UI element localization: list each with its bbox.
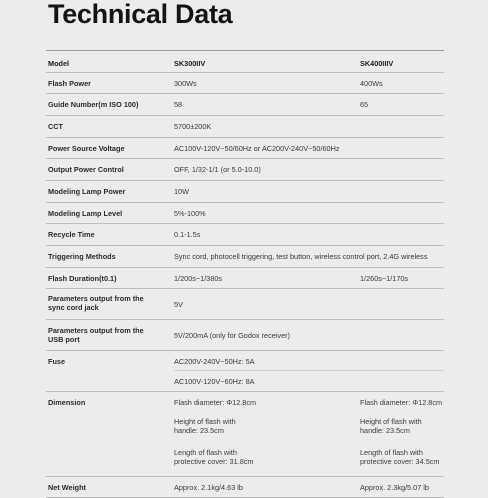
row-label: Parameters output from the sync cord jack bbox=[48, 294, 144, 312]
row-label: CCT bbox=[48, 122, 63, 131]
row-value-2: Height of flash with handle: 23.5cm bbox=[360, 417, 422, 435]
row-label: Guide Number(m ISO 100) bbox=[48, 100, 139, 109]
row-value-2: 400Ws bbox=[360, 79, 383, 88]
row-value-2: Length of flash with protective cover: 34.5cm bbox=[360, 448, 440, 466]
row-label: Power Source Voltage bbox=[48, 144, 125, 153]
row-value-1: 5V bbox=[174, 300, 183, 309]
table-row bbox=[46, 137, 444, 158]
row-label: Dimension bbox=[48, 398, 86, 407]
table-row bbox=[46, 158, 444, 180]
row-value-1: AC100V-120V~50/60Hz or AC200V-240V~50/60Hz bbox=[174, 144, 340, 153]
row-value-1: Height of flash with handle: 23.5cm bbox=[174, 417, 236, 435]
row-value-1: Sync cord, photocell triggering, test button, wireless control port, 2.4G wireless bbox=[174, 252, 428, 261]
row-label: Triggering Methods bbox=[48, 252, 116, 261]
header-model-1: SK300IIV bbox=[174, 59, 206, 68]
table-row bbox=[46, 115, 444, 137]
row-value-1: 5V/200mA (only for Godox receiver) bbox=[174, 331, 290, 340]
row-label: Flash Duration(t0.1) bbox=[48, 274, 117, 283]
row-value-1: 0.1-1.5s bbox=[174, 230, 201, 239]
row-value-2: Flash diameter: Φ12.8cm bbox=[360, 398, 443, 407]
header-model-2: SK400IIIV bbox=[360, 59, 394, 68]
table-row bbox=[46, 319, 444, 350]
row-label: Parameters output from the USB port bbox=[48, 326, 144, 344]
row-label: Flash Power bbox=[48, 79, 91, 88]
table-header-row bbox=[46, 50, 444, 72]
table-row bbox=[46, 180, 444, 202]
row-value-1: 1/200s~1/380s bbox=[174, 274, 223, 283]
row-label: Net Weight bbox=[48, 483, 86, 492]
table-row bbox=[46, 288, 444, 319]
row-label: Fuse bbox=[48, 357, 66, 366]
table-row bbox=[46, 202, 444, 223]
header-label: Model bbox=[48, 59, 70, 68]
row-value-1: OFF, 1/32-1/1 (or 5.0-10.0) bbox=[174, 165, 261, 174]
row-value-1: Approx. 2.1kg/4.63 lb bbox=[174, 483, 243, 492]
table-row bbox=[46, 93, 444, 115]
row-value-2: 65 bbox=[360, 100, 369, 109]
page-title: Technical Data bbox=[48, 0, 233, 29]
table-row bbox=[46, 72, 444, 93]
row-label: Modeling Lamp Power bbox=[48, 187, 126, 196]
row-value-2: 1/260s~1/170s bbox=[360, 274, 409, 283]
row-label: Recycle Time bbox=[48, 230, 95, 239]
row-value-1: 58 bbox=[174, 100, 183, 109]
row-value-1: 5700±200K bbox=[174, 122, 212, 131]
spec-table bbox=[46, 50, 444, 498]
row-value-1: Flash diameter: Φ12.8cm bbox=[174, 398, 257, 407]
row-value-1: Length of flash with protective cover: 31.8cm bbox=[174, 448, 254, 466]
row-label: Output Power Control bbox=[48, 165, 124, 174]
row-label: Modeling Lamp Level bbox=[48, 209, 123, 218]
table-row bbox=[46, 476, 444, 498]
sub-divider bbox=[174, 370, 444, 371]
row-value-1: AC200V-240V~50Hz: 5A bbox=[174, 357, 255, 366]
row-value-2: Approx. 2.3kg/5.07 lb bbox=[360, 483, 429, 492]
table-row-fuse bbox=[46, 350, 444, 391]
table-row bbox=[46, 267, 444, 288]
row-value-1: 5%-100% bbox=[174, 209, 206, 218]
table-row-dimension bbox=[46, 391, 444, 476]
row-value-1: 10W bbox=[174, 187, 190, 196]
table-row bbox=[46, 223, 444, 245]
table-row bbox=[46, 245, 444, 267]
row-value-1: 300Ws bbox=[174, 79, 197, 88]
row-value-1: AC100V-120V~60Hz: 8A bbox=[174, 377, 255, 386]
